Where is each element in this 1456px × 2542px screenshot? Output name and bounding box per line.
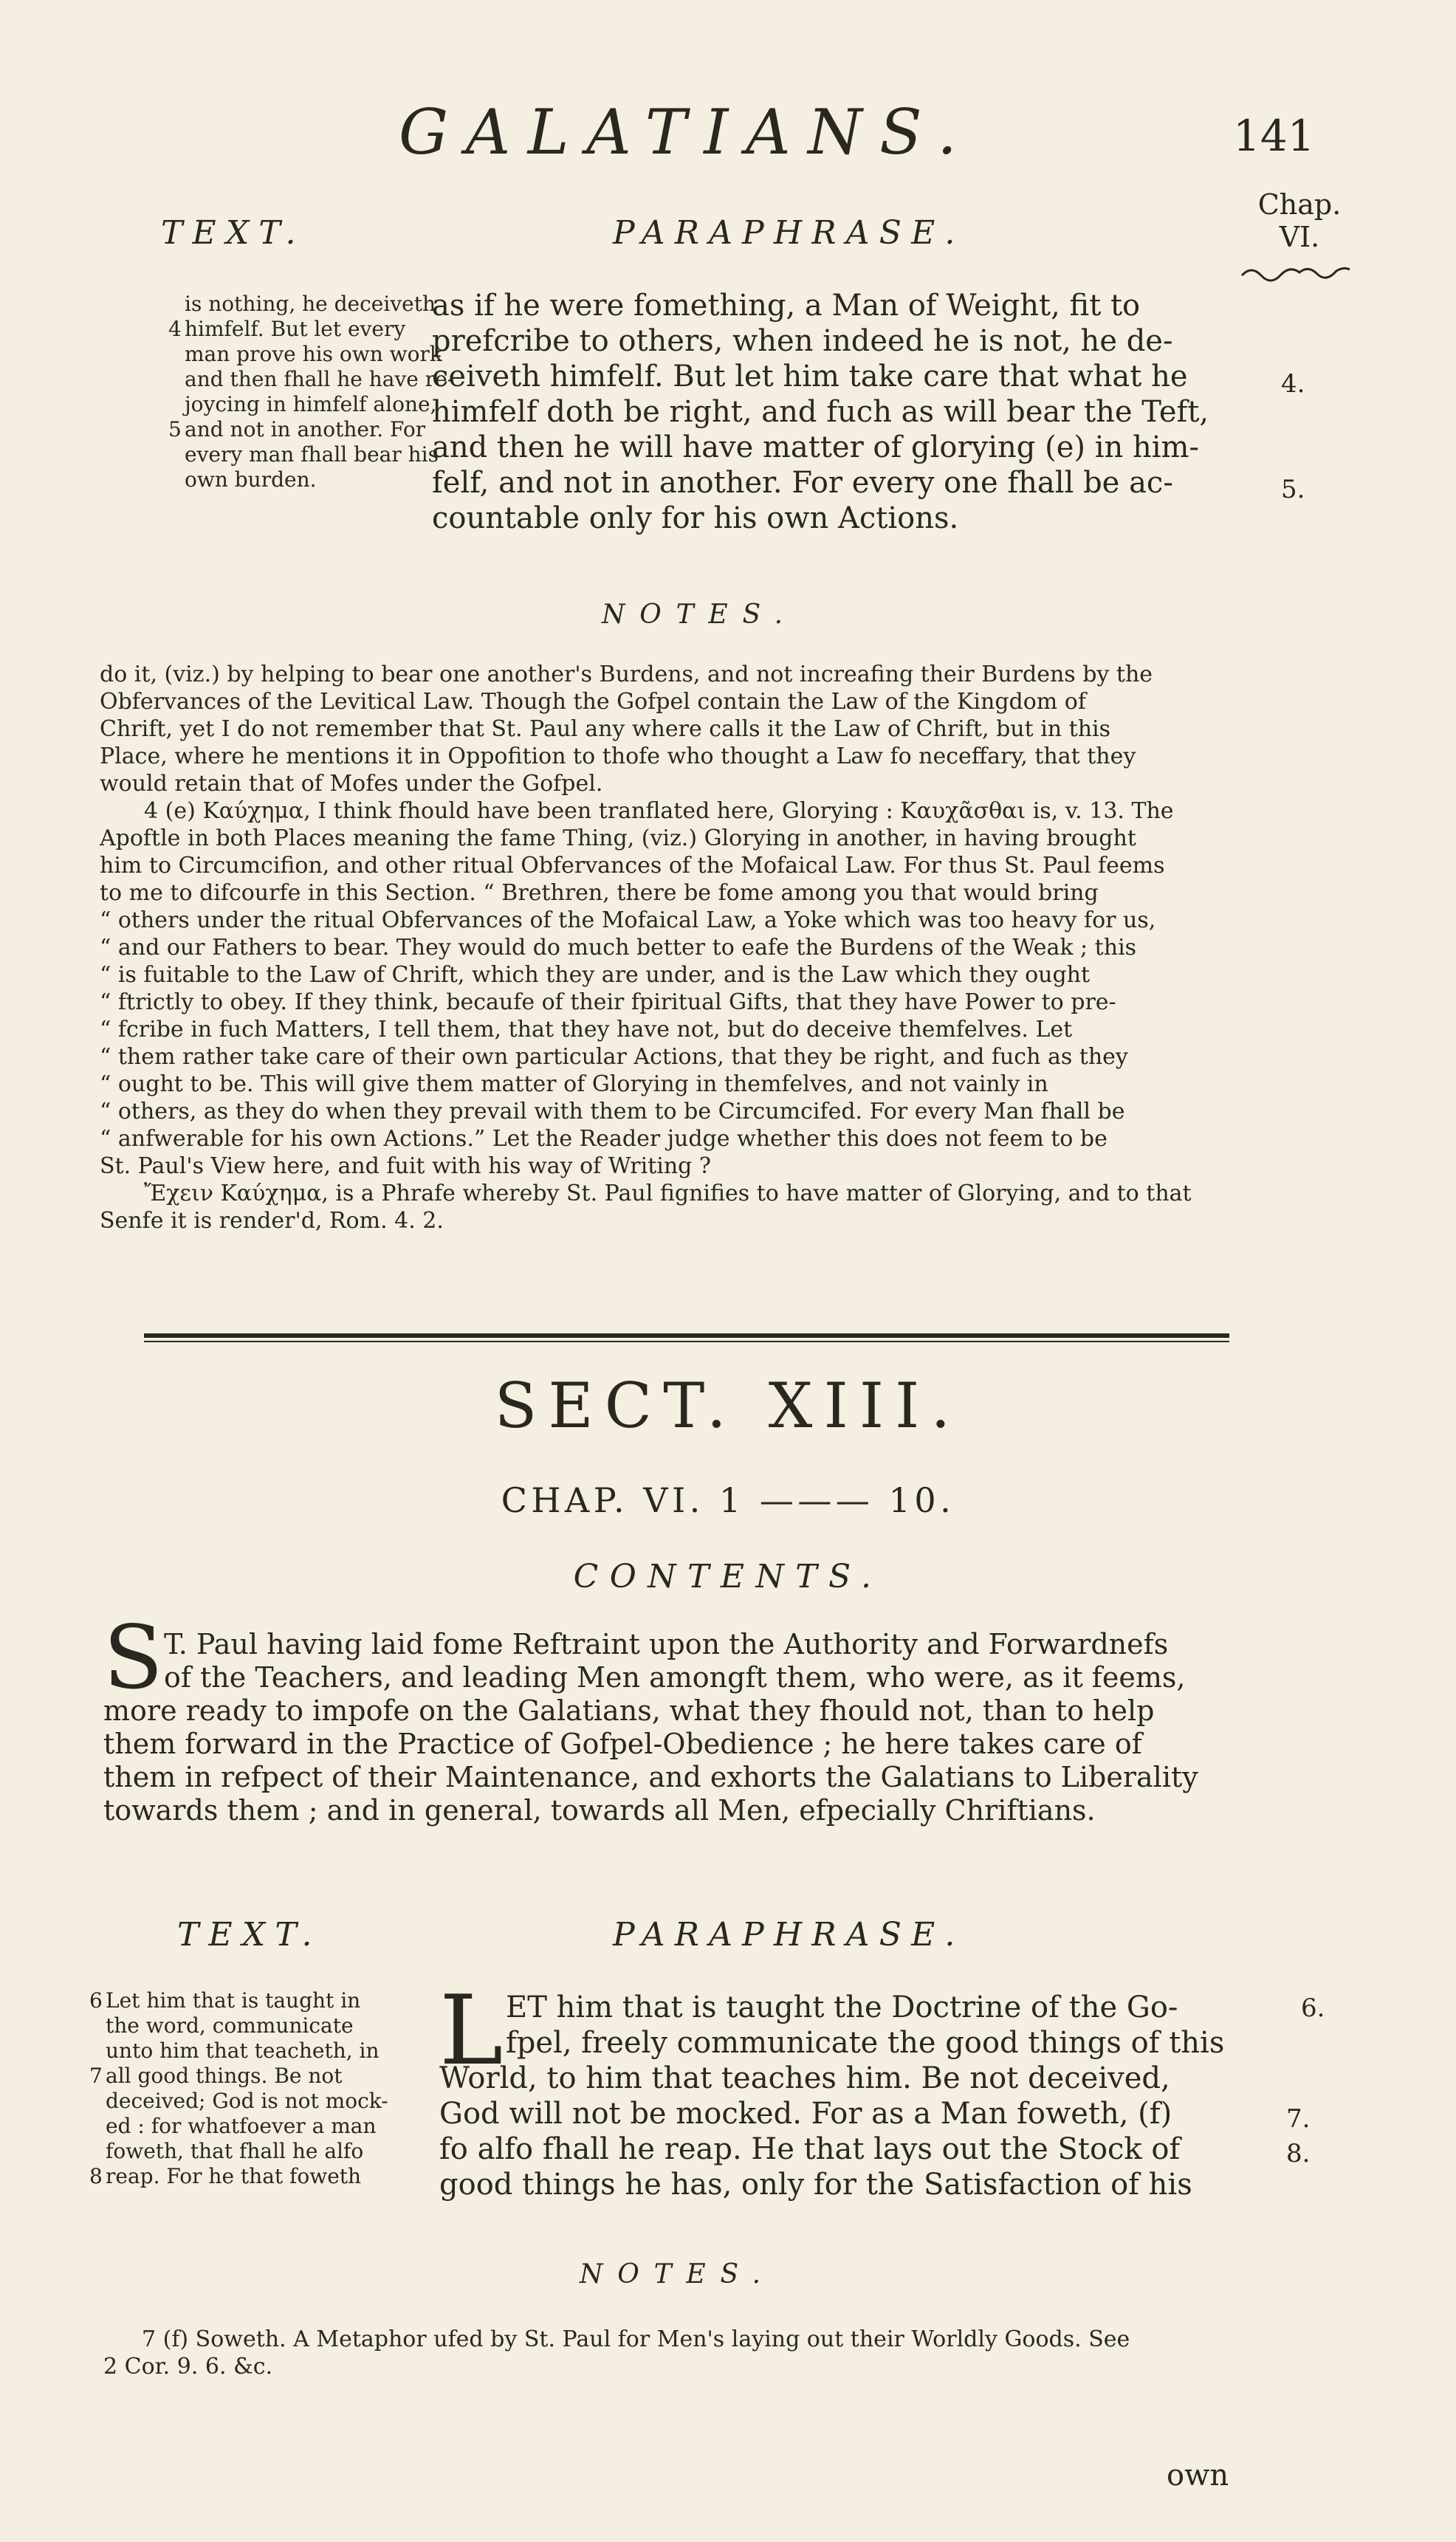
verse-mark: 6. — [1301, 1993, 1325, 2023]
text-line — [185, 367, 455, 392]
contents-line: them in refpect of their Maintenance, and exhorts the Galatians to Liberality — [103, 1761, 1198, 1793]
text-line-content: own burden. — [185, 467, 317, 492]
text-line — [168, 317, 406, 342]
text-line-content: Let him that is taught in — [106, 1988, 361, 2013]
text-line — [185, 442, 439, 467]
verse-number: 4 — [168, 317, 182, 341]
contents-line: towards them ; and in general, towards all Men, efpecially Chriftians. — [103, 1794, 1096, 1827]
note-line: Chrift, yet I do not remember that St. Paul any where calls it the Law of Chrift, but in this — [100, 716, 1111, 742]
text-line-content: deceived; God is not mock- — [106, 2089, 388, 2113]
paraphrase-heading: PARAPHRASE. — [613, 214, 965, 252]
text-heading: TEXT. — [177, 1916, 322, 1954]
text-line-content: unto him that teacheth, in — [106, 2038, 380, 2063]
chap-label-text: Chap. — [1257, 188, 1342, 221]
notes-heading: NOTES. — [602, 600, 797, 630]
text-line — [106, 2038, 380, 2064]
note-line: would retain that of Mofes under the Gofpel. — [100, 771, 603, 797]
text-line-content: foweth, that fhall he alfo — [106, 2139, 364, 2163]
note-line: St. Paul's View here, and fuit with his way of Writing ? — [100, 1153, 712, 1179]
note-line: “ ftrictly to obey. If they think, becaufe of their fpiritual Gifts, that they have Power to pre- — [100, 989, 1116, 1015]
paraphrase-line: fpel, freely communicate the good things of this — [506, 2026, 1225, 2060]
paraphrase-dropcap: L — [439, 1974, 504, 2086]
note-line: Obfervances of the Levitical Law. Though the Gofpel contain the Law of the Kingdom of — [100, 689, 1086, 715]
section-rule — [144, 1333, 1229, 1338]
verse-number: 6 — [89, 1988, 103, 2013]
note-line: Place, where he mentions it in Oppofition to thofe who thought a Law fo neceffary, that they — [100, 743, 1136, 769]
text-line — [89, 1988, 361, 2013]
note-line: to me to difcourfe in this Section. “ Brethren, there be fome among you that would bring — [100, 880, 1099, 906]
paraphrase-line: felf, and not in another. For every one fhall be ac- — [432, 466, 1173, 500]
text-line — [89, 2064, 343, 2089]
paraphrase-line: ceiveth himfelf. But let him take care that what he — [432, 360, 1188, 394]
text-line — [185, 342, 442, 367]
paraphrase-line: God will not be mocked. For as a Man foweth, (f) — [439, 2097, 1172, 2131]
verse-mark: 4. — [1281, 369, 1305, 399]
verse-mark: 5. — [1281, 475, 1305, 504]
note-line: “ others under the ritual Obfervances of the Mofaical Law, a Yoke which was too heavy for us, — [100, 907, 1156, 933]
text-line — [106, 2139, 364, 2164]
contents-line: of the Teachers, and leading Men amongft them, who were, as it feems, — [164, 1661, 1186, 1694]
text-line-content: and then fhall he have re- — [185, 367, 455, 391]
note-line: 2 Cor. 9. 6. &c. — [103, 2354, 273, 2380]
ornament-flourish-icon — [1240, 262, 1351, 284]
paraphrase-line: World, to him that teaches him. Be not deceived, — [439, 2061, 1170, 2095]
text-line-content: all good things. Be not — [106, 2064, 343, 2088]
note-line: “ them rather take care of their own particular Actions, that they be right, and fuch as they — [100, 1044, 1128, 1070]
contents-line: more ready to impofe on the Galatians, what they fhould not, than to help — [103, 1694, 1155, 1727]
chapter-reference: CHAP. VI. 1 ——— 10. — [501, 1480, 955, 1520]
text-line — [89, 2164, 362, 2189]
verse-mark: 7. — [1286, 2104, 1311, 2134]
note-line: him to Circumcifion, and other ritual Obfervances of the Mofaical Law. For thus St. Paul feems — [100, 853, 1165, 879]
notes-body — [100, 661, 1281, 1234]
paraphrase-line: prefcribe to others, when indeed he is not, he de- — [432, 324, 1173, 358]
text-line — [106, 2089, 388, 2114]
verse-number: 5 — [168, 417, 182, 442]
text-line-content: and not in another. For — [185, 417, 426, 442]
paraphrase-heading: PARAPHRASE. — [613, 1916, 965, 1954]
text-line-content: himfelf. But let every — [185, 317, 406, 341]
contents-line: them forward in the Practice of Gofpel-Obedience ; he here takes care of — [103, 1728, 1142, 1760]
text-line — [168, 417, 426, 442]
text-line-content: ed : for whatfoever a man — [106, 2114, 377, 2138]
paraphrase-line: ET him that is taught the Doctrine of the Go- — [506, 1990, 1178, 2024]
text-line — [185, 467, 406, 492]
chap-number: VI. — [1279, 221, 1320, 253]
note-line: Apoftle in both Places meaning the fame Thing, (viz.) Glorying in another, in having brought — [100, 825, 1136, 851]
text-line — [106, 2114, 377, 2139]
text-line — [106, 2013, 354, 2038]
note-line: “ ought to be. This will give them matter of Glorying in themfelves, and not vainly in — [100, 1071, 1048, 1097]
paraphrase-line: and then he will have matter of glorying (e) in him- — [432, 430, 1199, 464]
contents-body — [103, 1628, 1255, 1827]
notes-heading: NOTES. — [580, 2259, 775, 2289]
text-line-content: reap. For he that foweth — [106, 2164, 362, 2188]
text-line-content: is nothing, he deceiveth — [185, 292, 436, 316]
paraphrase-line: fo alfo fhall he reap. He that lays out the Stock of — [439, 2132, 1181, 2166]
note-line: Ἔχειν Καύχημα, is a Phrafe whereby St. Paul fignifies to have matter of Glorying, and to that — [144, 1181, 1192, 1206]
text-line-content: joycing in himfelf alone, — [185, 392, 437, 416]
contents-heading: CONTENTS. — [573, 1558, 883, 1595]
note-line: “ anfwerable for his own Actions.” Let the Reader judge whether this does not feem to be — [100, 1126, 1108, 1152]
paraphrase-column-top — [432, 288, 1244, 536]
section-title: SECT. XIII. — [494, 1370, 962, 1442]
text-line-content: the word, communicate — [106, 2013, 354, 2038]
note-line: 4 (e) Καύχημα, I think fhould have been tranflated here, Glorying : Καυχᾶσθαι is, v. 13. The — [144, 798, 1174, 824]
paraphrase-column-bottom — [439, 1974, 1251, 2202]
running-title: GALATIANS. — [399, 96, 975, 168]
paraphrase-line: good things he has, only for the Satisfaction of his — [439, 2168, 1192, 2202]
paraphrase-line: as if he were fomething, a Man of Weight, fit to — [432, 289, 1141, 323]
note-line: Senfe it is render'd, Rom. 4. 2. — [100, 1208, 444, 1234]
note-line: 7 (f) Soweth. A Metaphor ufed by St. Paul for Men's laying out their Worldly Goods. See — [142, 2326, 1130, 2352]
note-line: “ fcribe in fuch Matters, I tell them, that they have not, but do deceive themfelves. Let — [100, 1017, 1073, 1042]
note-line: do it, (viz.) by helping to bear one another's Burdens, and not increafing their Burdens by the — [100, 662, 1153, 687]
note-line: “ is fuitable to the Law of Chrift, which they are under, and is the Law which they ought — [100, 962, 1091, 988]
notes-body — [103, 2326, 1285, 2380]
text-heading: TEXT. — [161, 214, 306, 252]
paraphrase-line: himfelf doth be right, and fuch as will bear the Teft, — [432, 395, 1209, 429]
note-line: “ and our Fathers to bear. They would do much better to eafe the Burdens of the Weak ; this — [100, 935, 1137, 961]
contents-line: T. Paul having laid fome Reftraint upon the Authority and Forwardnefs — [164, 1628, 1169, 1660]
verse-number: 7 — [89, 2064, 103, 2088]
note-line: “ others, as they do when they prevail with them to be Circumcifed. For every Man fhall be — [100, 1099, 1125, 1124]
text-column-top — [168, 292, 455, 492]
catchword: own — [1167, 2459, 1229, 2493]
text-line-content: man prove his own work — [185, 342, 442, 366]
page-number: 141 — [1233, 111, 1315, 161]
text-line — [185, 292, 436, 317]
text-line-content: every man fhall bear his — [185, 442, 439, 467]
contents-dropcap: S — [103, 1607, 163, 1708]
text-column-bottom — [89, 1988, 388, 2189]
verse-number: 8 — [89, 2164, 103, 2188]
paraphrase-line: countable only for his own Actions. — [432, 501, 959, 535]
text-line — [185, 392, 437, 417]
chapter-label — [1251, 188, 1347, 253]
section-rule-thin — [144, 1341, 1229, 1342]
verse-mark: 8. — [1286, 2139, 1311, 2168]
